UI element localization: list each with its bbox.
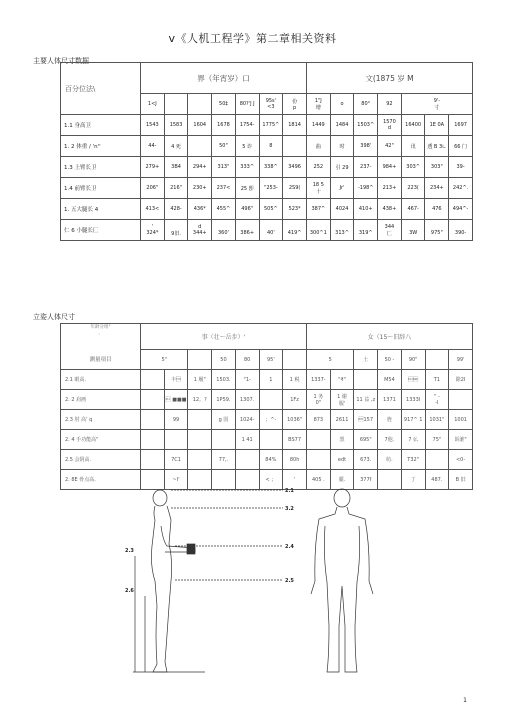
table1-percentile-header: 80° (354, 94, 378, 115)
table1-cell: 279+ (141, 157, 165, 178)
table1-cell: 467- (401, 199, 425, 220)
table2-cell (141, 450, 165, 470)
table2-male-group-header: 事（壮～岳步）' (141, 324, 307, 350)
table2-cell: M54 (378, 370, 402, 390)
table2-cell: 1Fz (283, 390, 307, 410)
table1-cell: 1543 (141, 115, 165, 136)
table2-cell: 75" (425, 430, 449, 450)
table2-cell: 1P59. (212, 390, 236, 410)
table2-percentile-header: 80 (235, 350, 259, 370)
table1-row-label: 1. 五大腿长 4 (61, 199, 141, 220)
table1-cell: 390- (449, 220, 473, 241)
table1-cell: 237< (212, 178, 236, 199)
table1-percentile-header: 80?'J J (235, 94, 259, 115)
table1-cell: 386+ (235, 220, 259, 241)
figure-label-3-2: 3.2 (285, 506, 294, 512)
table1-cell: 44- (141, 136, 165, 157)
table1-percentile-header: 9'- 寸 (401, 94, 472, 115)
figure-label-2-5: 2.5 (285, 578, 294, 584)
table2-cell (188, 410, 212, 430)
table2-cell (212, 430, 236, 450)
table2-cell (141, 430, 165, 450)
table2-percentile-header: 50 (212, 350, 236, 370)
table2-cell: 917^ 1 (401, 410, 425, 430)
table1-cell: 39- (449, 157, 473, 178)
table-row (61, 115, 473, 136)
table2-cell:  ■■■ (164, 390, 188, 410)
table2-cell: 695" (354, 430, 378, 450)
standing-dimensions-table (60, 323, 473, 490)
table1-cell: 216" (164, 178, 188, 199)
table2-cell: 12。? (188, 390, 212, 410)
table2-cell: 1 务 0" (306, 390, 330, 410)
table2-cell (306, 430, 330, 450)
table1-percentile-header: 份 p (283, 94, 307, 115)
figure-label-2-3: 2.3 (125, 548, 134, 554)
table2-cell (235, 450, 259, 470)
table2-cell: < ； (259, 470, 283, 490)
table1-cell: 494^- (449, 199, 473, 220)
table1-percentile-header: 50‡ (212, 94, 236, 115)
standing-body-figure (105, 486, 400, 686)
table2-cell: 黑 (330, 430, 354, 450)
table2-row-label: 2. 8E 骨点高. (61, 470, 141, 490)
table2-cell: 487. (425, 470, 449, 490)
table2-row-label: 2.3 肘 高' q (61, 410, 141, 430)
table1-cell: 294+ (188, 157, 212, 178)
table1-cell: 303" (425, 157, 449, 178)
table1-percentile-header: 92 (378, 94, 402, 115)
table2-cell: 1 谢 服' (330, 390, 354, 410)
table2-percentile-header: 95' (259, 350, 283, 370)
table1-cell: 1814 (283, 115, 307, 136)
table2-cell (141, 410, 165, 430)
table1-cell: 476 (425, 199, 449, 220)
table1-cell: 1775^ (259, 115, 283, 136)
table1-cell: 透 B 3∟ (425, 136, 449, 157)
page-number: 1 (463, 697, 467, 704)
table2-cell: 1024- (235, 410, 259, 430)
table1-percentile-header (164, 94, 188, 115)
table2-cell: 丰 (164, 370, 188, 390)
table2-cell: 7他. (378, 430, 402, 450)
table2-corner-header-top: 年龄分组" 、 (61, 324, 141, 350)
table1-cell: 234+ (425, 178, 449, 199)
table1-cell: 410+ (354, 199, 378, 220)
table2-percentile-header: 50 - (378, 350, 402, 370)
table-row (61, 450, 473, 470)
table2-cell: 157 (354, 410, 378, 430)
front-figure-torso (311, 507, 373, 594)
table-row (61, 410, 473, 430)
table1-cell: 438+ (378, 199, 402, 220)
table1-row-label: 1.3 上臂长卫 (61, 157, 141, 178)
table2-cell: 1 (259, 370, 283, 390)
table2-cell: <0- (449, 450, 473, 470)
table1-percentile-header: 1<J (141, 94, 165, 115)
main-dimensions-table (60, 62, 473, 241)
table1-cell: 523* (283, 199, 307, 220)
table2-cell: 1503. (212, 370, 236, 390)
table1-cell: 206" (141, 178, 165, 199)
table1-percentile-header: 1"J 增 (306, 94, 330, 115)
table-row (61, 178, 473, 199)
table2-cell: "1- (235, 370, 259, 390)
table2-cell: 1337- (306, 370, 330, 390)
figure-label-2-6: 2.6 (125, 588, 134, 594)
table1-cell: Jr' (330, 178, 354, 199)
table1-cell: 9旧. (164, 220, 188, 241)
table2-cell: 1036" (283, 410, 307, 430)
table2-cell: 1371 (378, 390, 402, 410)
table2-cell: '' - -I (425, 390, 449, 410)
table1-cell: d 344+ (188, 220, 212, 241)
table1-cell: 1484 (330, 115, 354, 136)
table1-cell: -198^ (354, 178, 378, 199)
table2-percentile-header: 5" (141, 350, 188, 370)
table1-cell: 300^1 (306, 220, 330, 241)
table1-cell: ' 324* (141, 220, 165, 241)
table2-cell: 1 履" (188, 370, 212, 390)
table1-cell: "253- (259, 178, 283, 199)
table2-cell: 丁 (401, 470, 425, 490)
table1-male-group-header: 界（年宵岁）口 (141, 63, 307, 94)
table1-cell: 42" (378, 136, 402, 157)
table2-percentile-header: 90" (401, 350, 425, 370)
table2-cell:  (401, 370, 425, 390)
section-heading-main-dimensions: 主要人体尺寸数据 (33, 57, 89, 65)
table2-cell: 1 税 (283, 370, 307, 390)
figure-label-2-1: 2.1 (285, 488, 294, 494)
table2-cell: 1001 (449, 410, 473, 430)
table2-cell: T32" (401, 450, 425, 470)
table2-cell (259, 390, 283, 410)
table1-percentile-header: 95s' <3 (259, 94, 283, 115)
table2-cell: 7 仏 (401, 430, 425, 450)
table1-cell: 4024 (330, 199, 354, 220)
table1-cell: 1E 0A (425, 115, 449, 136)
table1-cell: 讯 (401, 136, 425, 157)
table1-cell: 1503^ (354, 115, 378, 136)
table1-cell: 230+ (188, 178, 212, 199)
table2-cell (449, 390, 473, 410)
table1-cell: 25 卽 (235, 178, 259, 199)
table2-percentile-header: 士 (354, 350, 378, 370)
table2-cell: "₹" (330, 370, 354, 390)
table2-percentile-header: 99' (449, 350, 473, 370)
table2-cell: ；^- (259, 410, 283, 430)
table2-cell: 1 41 (235, 430, 259, 450)
table1-cell: 237- (354, 157, 378, 178)
table-row (61, 390, 473, 410)
table1-cell: 338^ (259, 157, 283, 178)
table2-cell: 7C1 (164, 450, 188, 470)
table1-row-label: 1.4 前臂长卫 (61, 178, 141, 199)
figure-label-2-4: 2.4 (285, 544, 294, 550)
table1-cell: 252 (306, 157, 330, 178)
table1-cell: 975" (425, 220, 449, 241)
table2-cell: 1307. (235, 390, 259, 410)
table1-cell: 455^ (212, 199, 236, 220)
table1-cell: 4 死 (164, 136, 188, 157)
table1-cell: 436* (188, 199, 212, 220)
table1-cell (188, 136, 212, 157)
table1-cell: 3W (401, 220, 425, 241)
table2-row-label: 2. 2 肩画 (61, 390, 141, 410)
table2-cell: 1031" (425, 410, 449, 430)
table-row (61, 157, 473, 178)
table1-row-label: 仁 6 小腿长匚 (61, 220, 141, 241)
table1-cell: 419^ (283, 220, 307, 241)
table2-cell (306, 450, 330, 470)
table2-cell: 1333I (401, 390, 425, 410)
table2-cell: 旌 (378, 410, 402, 430)
table-row (61, 136, 473, 157)
table2-row-label: 2.5 会阴高. (61, 450, 141, 470)
table2-cell: 11 益 ,z (354, 390, 378, 410)
table1-cell: 413< (141, 199, 165, 220)
table1-cell: 213+ (378, 178, 402, 199)
table-row (61, 430, 473, 450)
table1-cell: 1697 (449, 115, 473, 136)
table2-cell: 除2I (449, 370, 473, 390)
table1-cell: 428- (164, 199, 188, 220)
table1-cell: 2S9( (283, 178, 307, 199)
table1-cell: 40' (259, 220, 283, 241)
table1-cell: 引 29 (330, 157, 354, 178)
table-row (61, 220, 473, 241)
table2-cell: 84% (259, 450, 283, 470)
table2-cell: 诉誰" (449, 430, 473, 450)
table1-cell: 1754- (235, 115, 259, 136)
table1-cell: 3496 (283, 157, 307, 178)
table1-cell: 5 诈 (235, 136, 259, 157)
table1-cell: 313^ (330, 220, 354, 241)
table1-cell: 1583 (164, 115, 188, 136)
table1-cell: 1678 (212, 115, 236, 136)
table1-cell: 8 (259, 136, 283, 157)
side-figure-hand (187, 544, 195, 554)
table2-female-group-header: 女（15～旧辞八 (306, 324, 472, 350)
table1-cell: 333^ (235, 157, 259, 178)
table1-cell: 50" (212, 136, 236, 157)
table2-cell: 80h (283, 450, 307, 470)
table1-cell: 505^ (259, 199, 283, 220)
table1-cell: 曲 (306, 136, 330, 157)
table1-cell: 242^. (449, 178, 473, 199)
table1-cell: 1604 (188, 115, 212, 136)
front-figure-head (334, 489, 350, 507)
table1-corner-header: 百分位法\ (61, 63, 141, 115)
table2-cell (188, 450, 212, 470)
table1-cell: 360' (212, 220, 236, 241)
table2-percentile-header (425, 350, 449, 370)
table2-cell: 2611 (330, 410, 354, 430)
table1-cell: 303^ (401, 157, 425, 178)
table1-row-label: 1. 2 体重 / 'n'' (61, 136, 141, 157)
table1-percentile-header: o (330, 94, 354, 115)
table1-cell: 1449 (306, 115, 330, 136)
table2-cell: ~Ι' (164, 470, 188, 490)
table2-cell (188, 430, 212, 450)
side-figure-head (153, 490, 167, 506)
table1-percentile-header (188, 94, 212, 115)
table2-cell: 405 . (306, 470, 330, 490)
table1-cell (283, 136, 307, 157)
table2-cell (425, 450, 449, 470)
table2-percentile-header (188, 350, 212, 370)
table2-cell: 873 (306, 410, 330, 430)
table1-female-group-header: 文(1875 岁 M (306, 63, 472, 94)
table2-cell (141, 390, 165, 410)
table1-cell: 344 匚 (378, 220, 402, 241)
front-figure-legs (324, 526, 359, 672)
section-heading-standing-dimensions: 立姿人体尺寸 (33, 313, 75, 321)
table1-cell: 319^ (354, 220, 378, 241)
table-row (61, 370, 473, 390)
table2-cell: T1 (425, 370, 449, 390)
table1-cell: 16400 (401, 115, 425, 136)
table-row (61, 199, 473, 220)
table2-cell: 673. (354, 450, 378, 470)
table2-cell: 77,. (212, 450, 236, 470)
table1-cell: 387^ (306, 199, 330, 220)
table1-cell: 66 门 (449, 136, 473, 157)
table2-row-label: 2. 4 手功能高" (61, 430, 141, 450)
table2-cell: 纺. (378, 450, 402, 470)
table2-cell: 麗. (330, 470, 354, 490)
table1-cell: 984+ (378, 157, 402, 178)
table2-cell (164, 430, 188, 450)
table2-cell (141, 370, 165, 390)
table2-cell: g 国 (212, 410, 236, 430)
table2-percentile-header: 5 (306, 350, 353, 370)
table1-cell: 223( (401, 178, 425, 199)
table2-percentile-header (283, 350, 307, 370)
table2-cell: edt (330, 450, 354, 470)
table1-cell: 时 (330, 136, 354, 157)
table2-cell: 99 (164, 410, 188, 430)
table2-cell (354, 370, 378, 390)
table2-cell (259, 430, 283, 450)
table1-cell: 313" (212, 157, 236, 178)
table1-cell: 3B4 (164, 157, 188, 178)
table1-row-label: 1.1 身高卫 (61, 115, 141, 136)
table2-corner-header-bottom: 测量项目 (61, 350, 141, 370)
table2-cell: 377f (354, 470, 378, 490)
human-figure-illustration (105, 486, 400, 686)
table2-cell: B 旧 (449, 470, 473, 490)
table2-cell: BS77 (283, 430, 307, 450)
table1-cell: 398' (354, 136, 378, 157)
table2-row-label: 2.1 眼高. (61, 370, 141, 390)
document-title: v《人机工程学》第二章相关资料 (168, 32, 337, 45)
table1-cell: 496" (235, 199, 259, 220)
table2-cell: ' (283, 470, 307, 490)
table1-cell: 1570 d (378, 115, 402, 136)
table1-cell: 18 5 十 (306, 178, 330, 199)
